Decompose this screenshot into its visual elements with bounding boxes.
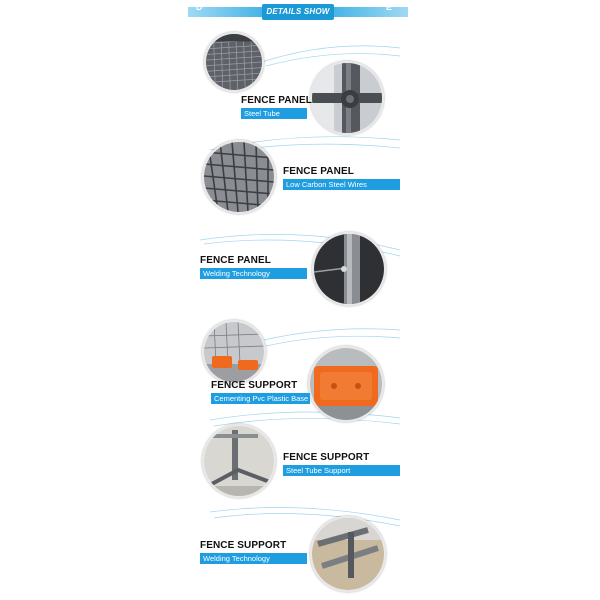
support-weld-photo	[310, 516, 386, 592]
feature-label	[200, 540, 307, 564]
feature-label	[211, 380, 310, 404]
steel-tube-support-photo	[202, 424, 276, 498]
feature-title: FENCE SUPPORT	[200, 540, 287, 551]
steel-wire-mesh-photo	[202, 140, 276, 214]
header-deco-left: D	[196, 2, 203, 12]
feature-subtitle: Cementing Pvc Plastic Base	[211, 393, 310, 404]
feature-subtitle: Welding Technology	[200, 553, 307, 564]
welding-joint-photo	[312, 232, 386, 306]
steel-tube-mesh-photo	[204, 32, 264, 92]
header-deco-right: E	[386, 2, 393, 12]
feature-title: FENCE PANEL	[241, 95, 312, 106]
feature-label	[283, 166, 400, 190]
feature-subtitle: Welding Technology	[200, 268, 307, 279]
feature-title: FENCE SUPPORT	[283, 452, 370, 463]
feature-title: FENCE PANEL	[283, 166, 354, 177]
feature-title: FENCE SUPPORT	[211, 380, 298, 391]
steel-tube-closeup-photo	[310, 61, 384, 135]
details-show-header	[188, 2, 408, 22]
feature-title: FENCE PANEL	[200, 255, 271, 266]
feature-subtitle: Low Carbon Steel Wires	[283, 179, 400, 190]
feature-subtitle: Steel Tube Support	[283, 465, 400, 476]
plastic-base-fence-photo	[202, 320, 266, 384]
feature-subtitle: Steel Tube	[241, 108, 307, 119]
orange-base-closeup-photo	[308, 346, 384, 422]
feature-label	[200, 255, 307, 279]
feature-label	[241, 95, 312, 119]
header-title: DETAILS SHOW	[262, 4, 334, 20]
feature-label	[283, 452, 400, 476]
